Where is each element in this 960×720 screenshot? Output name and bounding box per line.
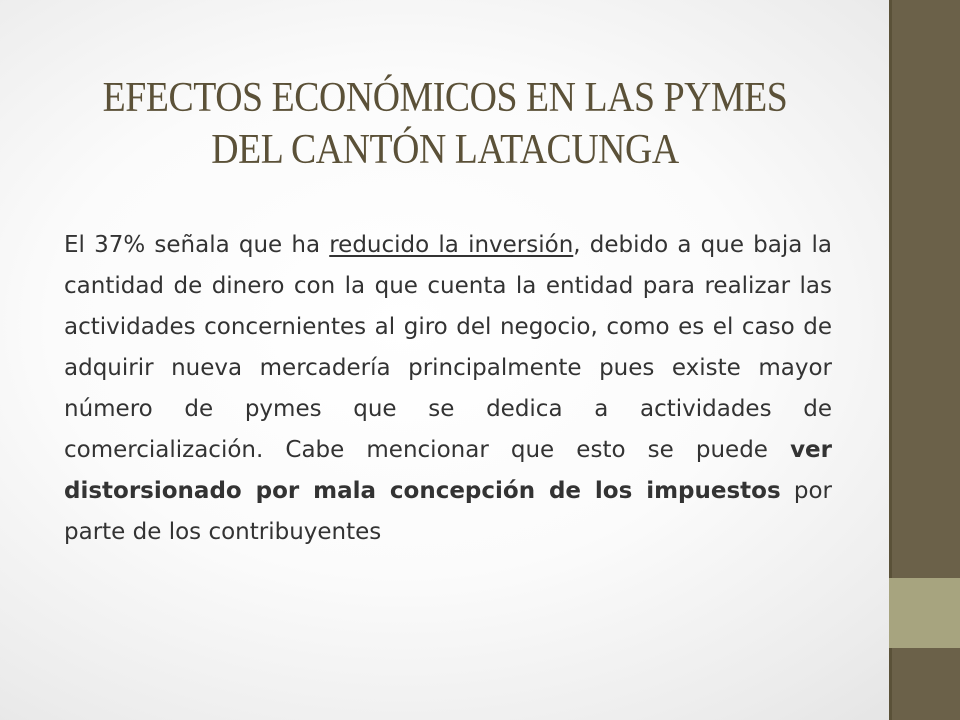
body-underlined-phrase: reducido la inversión <box>329 232 574 258</box>
body-text-part-3: por parte de los contribuyentes <box>64 478 832 545</box>
body-text-part-1: El 37% señala que ha <box>64 232 330 258</box>
decorative-sidebar <box>889 0 960 720</box>
slide-title <box>81 72 810 176</box>
body-text-part-2: , debido a que baja la cantidad de dinero con la que cuenta la entidad para realizar las actividades concernientes al giro del negocio, como es el caso de adquirir nueva mercadería principalmente pues existe mayor número de pymes que se dedica a actividades de comercialización. Cabe mencionar que esto se puede <box>64 232 832 463</box>
slide-title-line-2: DEL CANTÓN LATACUNGA <box>211 127 679 173</box>
slide-title-line-1: EFECTOS ECONÓMICOS EN LAS PYMES <box>102 75 788 121</box>
body-bold-phrase: ver distorsionado por mala concepción de los impuestos <box>64 437 832 504</box>
sidebar-accent-block <box>889 578 960 648</box>
slide-body-paragraph <box>64 225 832 553</box>
